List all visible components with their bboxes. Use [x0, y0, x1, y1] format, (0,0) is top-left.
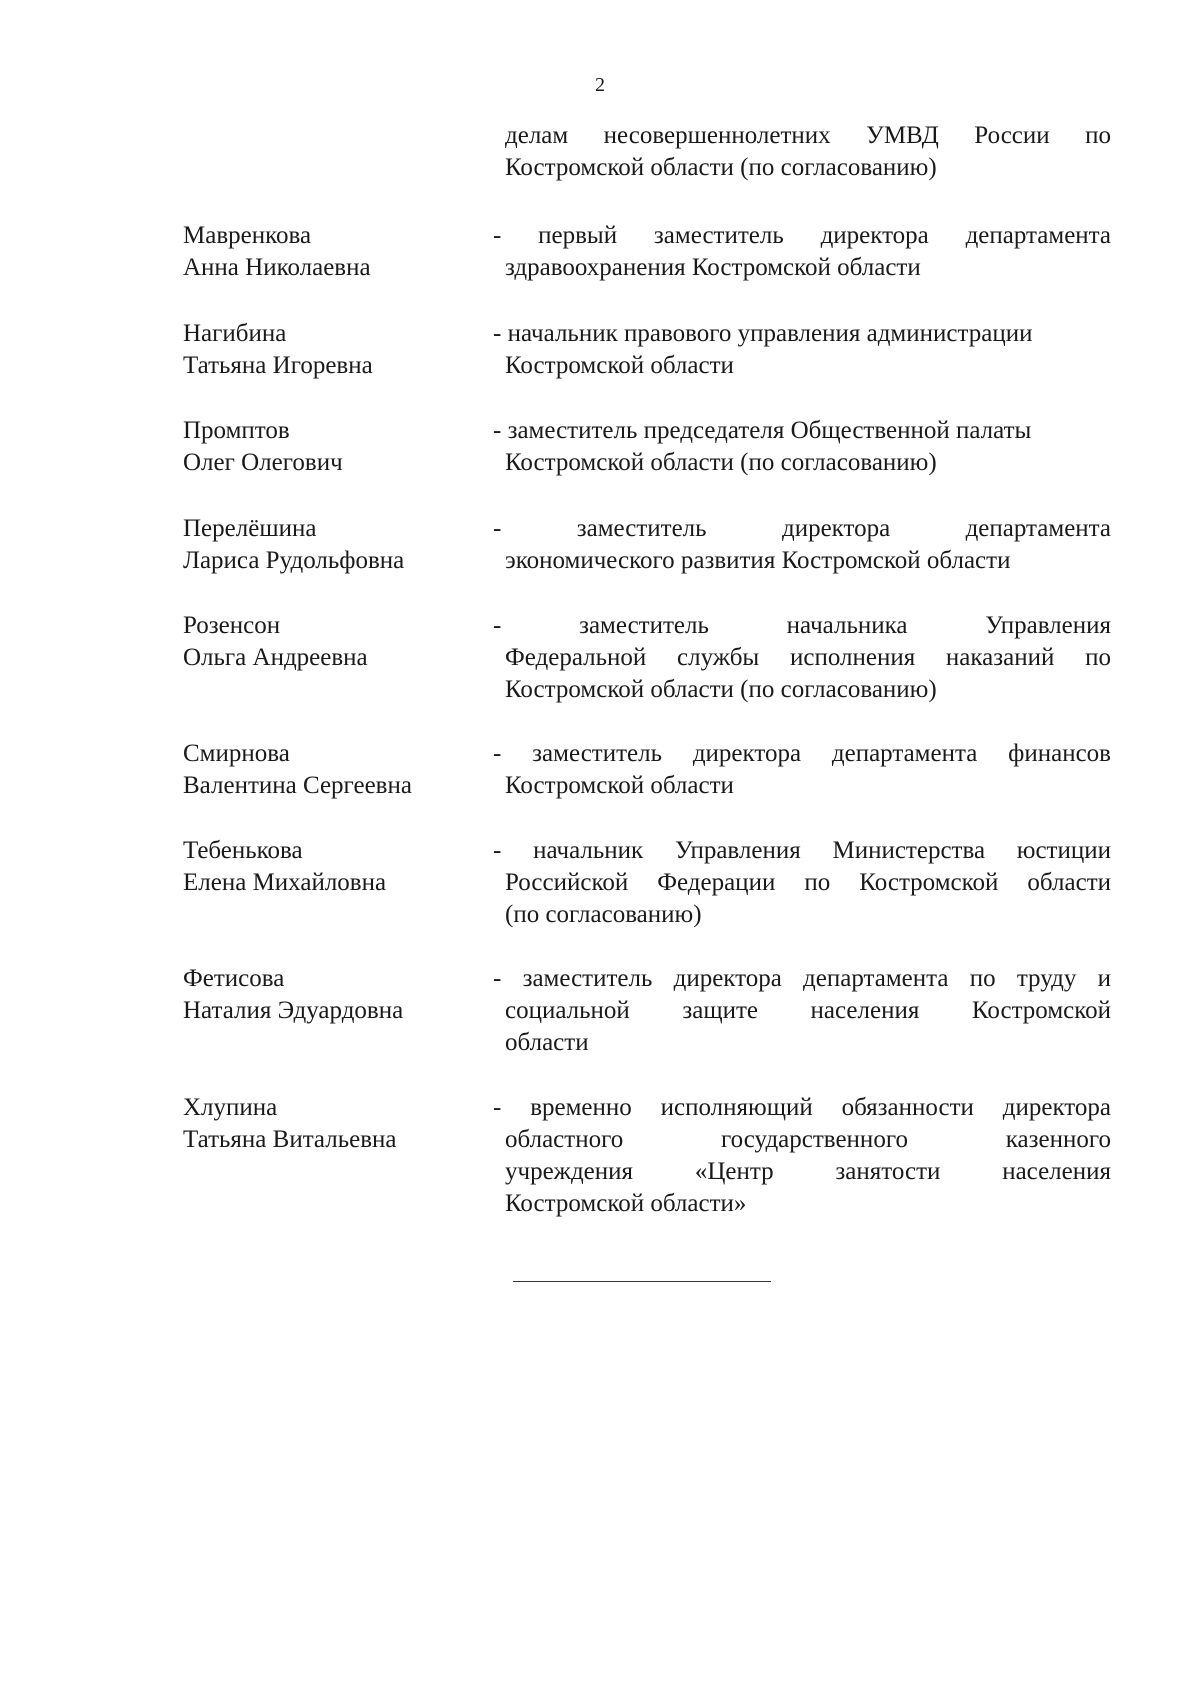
member-position	[493, 835, 1111, 931]
end-of-list-rule	[513, 1281, 771, 1282]
member-position	[493, 738, 1111, 802]
member-surname: Смирнова	[183, 740, 290, 767]
member-given-name: Олег Олегович	[183, 449, 343, 476]
member-surname: Нагибина	[183, 320, 287, 347]
description-line: - заместитель председателя Общественной палаты	[493, 417, 1032, 444]
description-line: здравоохранения Костромской области	[505, 254, 921, 281]
member-given-name: Валентина Сергеевна	[183, 772, 412, 799]
description-line: Федеральной службы исполнения наказаний по	[505, 644, 1111, 671]
member-position	[493, 318, 1111, 382]
member-surname: Фетисова	[183, 965, 285, 992]
page-number: 2	[595, 74, 605, 96]
description-line: областного государственного казенного	[505, 1126, 1111, 1153]
description-line: - заместитель начальника Управления	[493, 612, 1111, 639]
member-name	[183, 220, 483, 284]
description-line: Костромской области (по согласованию)	[505, 676, 937, 703]
member-name	[183, 738, 483, 802]
continued-description	[493, 120, 1111, 184]
member-surname: Хлупина	[183, 1094, 278, 1121]
description-line: (по согласованию)	[505, 901, 702, 928]
description-line: учреждения «Центр занятости населения	[505, 1158, 1111, 1185]
member-position	[493, 963, 1111, 1059]
member-given-name: Елена Михайловна	[183, 869, 387, 896]
member-position	[493, 1092, 1111, 1220]
member-position	[493, 610, 1111, 706]
member-surname: Промптов	[183, 417, 290, 444]
member-name	[183, 415, 483, 479]
description-line: Костромской области (по согласованию)	[505, 449, 937, 476]
member-surname: Перелёшина	[183, 515, 317, 542]
member-name	[183, 513, 483, 577]
description-line: - заместитель директора департамента финансов	[493, 740, 1111, 767]
member-given-name: Татьяна Витальевна	[183, 1126, 397, 1153]
member-position	[493, 415, 1111, 479]
member-name	[183, 835, 483, 899]
description-line: экономического развития Костромской области	[505, 547, 1011, 574]
member-name	[183, 318, 483, 382]
description-line: Костромской области	[505, 352, 734, 379]
member-given-name: Лариса Рудольфовна	[183, 547, 405, 574]
member-given-name: Анна Николаевна	[183, 254, 371, 281]
member-given-name: Наталия Эдуардовна	[183, 997, 404, 1024]
description-line: Костромской области (по согласованию)	[505, 154, 937, 181]
member-surname: Тебенькова	[183, 837, 303, 864]
member-name	[183, 963, 483, 1027]
description-line: - начальник правового управления администрации	[493, 320, 1033, 347]
member-position	[493, 513, 1111, 577]
description-line: - временно исполняющий обязанности директора	[493, 1094, 1111, 1121]
description-line: - заместитель директора департамента по труду и	[493, 965, 1111, 992]
description-line: Костромской области»	[505, 1190, 747, 1217]
description-line: Российской Федерации по Костромской области	[505, 869, 1111, 896]
member-given-name: Ольга Андреевна	[183, 644, 368, 671]
description-line: - первый заместитель директора департамента	[493, 222, 1111, 249]
description-line: делам несовершеннолетних УМВД России по	[505, 122, 1111, 149]
member-position	[493, 220, 1111, 284]
member-surname: Розенсон	[183, 612, 281, 639]
member-surname: Мавренкова	[183, 222, 312, 249]
description-line: - начальник Управления Министерства юстиции	[493, 837, 1111, 864]
member-name	[183, 610, 483, 674]
description-line: области	[505, 1029, 589, 1056]
description-line: социальной защите населения Костромской	[505, 997, 1111, 1024]
description-line: - заместитель директора департамента	[493, 515, 1111, 542]
description-line: Костромской области	[505, 772, 734, 799]
member-name	[183, 1092, 483, 1156]
member-given-name: Татьяна Игоревна	[183, 352, 373, 379]
